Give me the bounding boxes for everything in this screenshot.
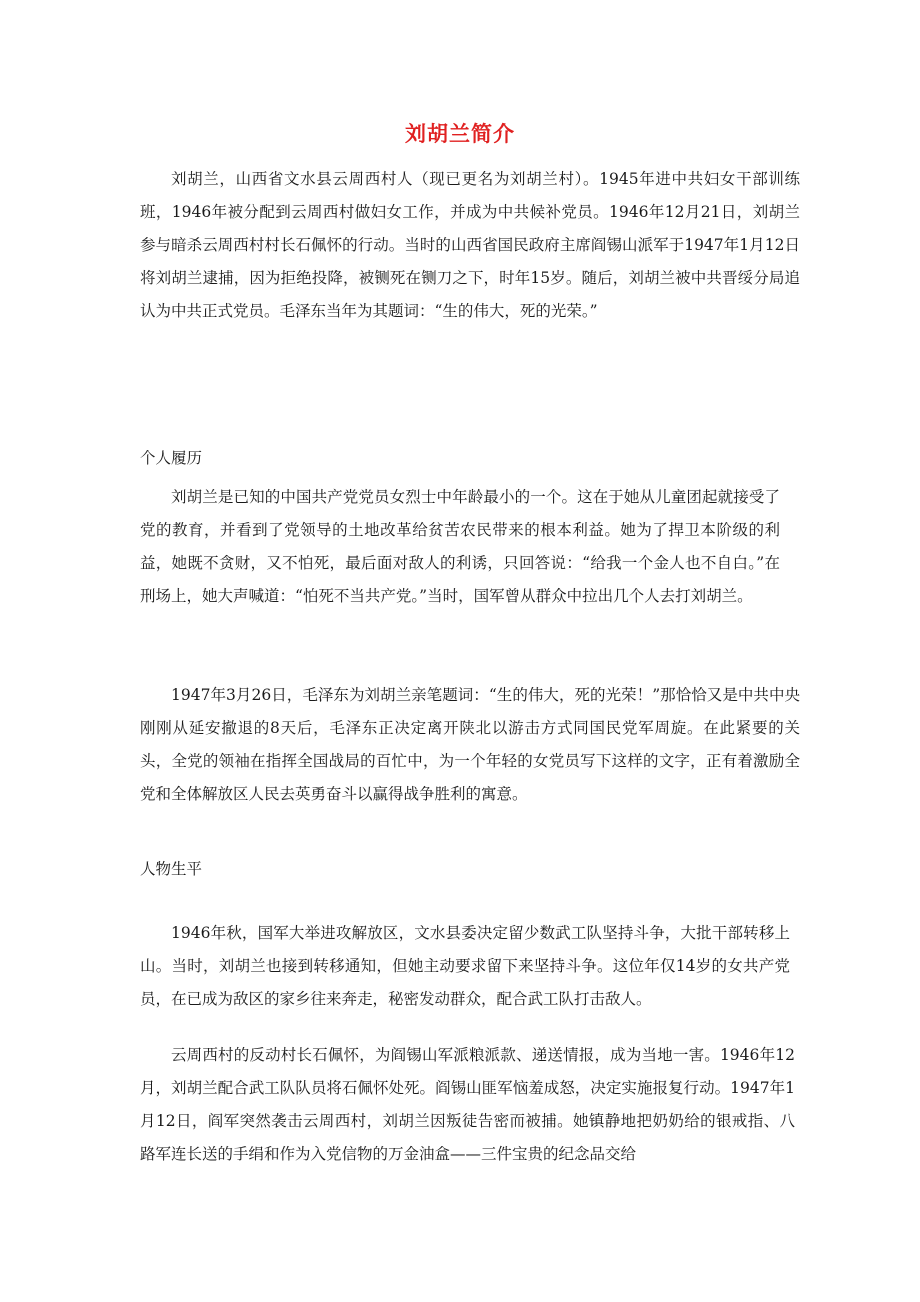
intro-paragraph: 刘胡兰，山西省文水县云周西村人（现已更名为刘胡兰村）。1945年进中共妇女干部训练班，1946年被分配到云周西村做妇女工作，并成为中共候补党员。1946年12月21日，刘胡兰参与暗杀云周西村村长石佩怀的行动。当时的山西省国民政府主席阎锡山派军于1947年1月12日将刘胡兰逮捕，因为拒绝投降，被铡死在铡刀之下，时年15岁。随后，刘胡兰被中共晋绥分局追认为中共正式党员。毛泽东当年为其题词：“生的伟大，死的光荣。” [140,170,800,320]
document-title: 刘胡兰简介 [405,121,515,146]
resume-paragraph-2: 1947年3月26日，毛泽东为刘胡兰亲笔题词：“生的伟大，死的光荣！”那恰恰又是中共中央刚刚从延安撤退的8天后，毛泽东正决定离开陕北以游击方式同国民党军周旋。在此紧要的关头，全党的领袖在指挥全国战局的百忙中，为一个年轻的女党员写下这样的文字，正有着激励全党和全体解放区人民去英勇奋斗以赢得战争胜利的寓意。 [140,686,800,803]
section-heading-biography: 人物生平 [140,860,203,878]
resume-paragraph-1: 刘胡兰是已知的中国共产党党员女烈士中年龄最小的一个。这在于她从儿童团起就接受了党的教育，并看到了党领导的土地改革给贫苦农民带来的根本利益。她为了捍卫本阶级的利益，她既不贪财，又不怕死，最后面对敌人的利诱，只回答说：“给我一个金人也不自白。”在刑场上，她大声喊道：“怕死不当共产党。”当时，国军曾从群众中拉出几个人去打刘胡兰。 [140,488,780,605]
biography-paragraph-2: 云周西村的反动村长石佩怀，为阎锡山军派粮派款、递送情报，成为当地一害。1946年12月，刘胡兰配合武工队队员将石佩怀处死。阎锡山匪军恼羞成怒，决定实施报复行动。1947年1月12日，阎军突然袭击云周西村，刘胡兰因叛徒告密而被捕。她镇静地把奶奶给的银戒指、八路军连长送的手绢和作为入党信物的万金油盒——三件宝贵的纪念品交给 [140,1046,795,1163]
section-heading-resume: 个人履历 [140,449,203,467]
biography-paragraph-1: 1946年秋，国军大举进攻解放区，文水县委决定留少数武工队坚持斗争，大批干部转移上山。当时，刘胡兰也接到转移通知，但她主动要求留下来坚持斗争。这位年仅14岁的女共产党员，在已成为敌区的家乡往来奔走，秘密发动群众，配合武工队打击敌人。 [140,924,790,1008]
